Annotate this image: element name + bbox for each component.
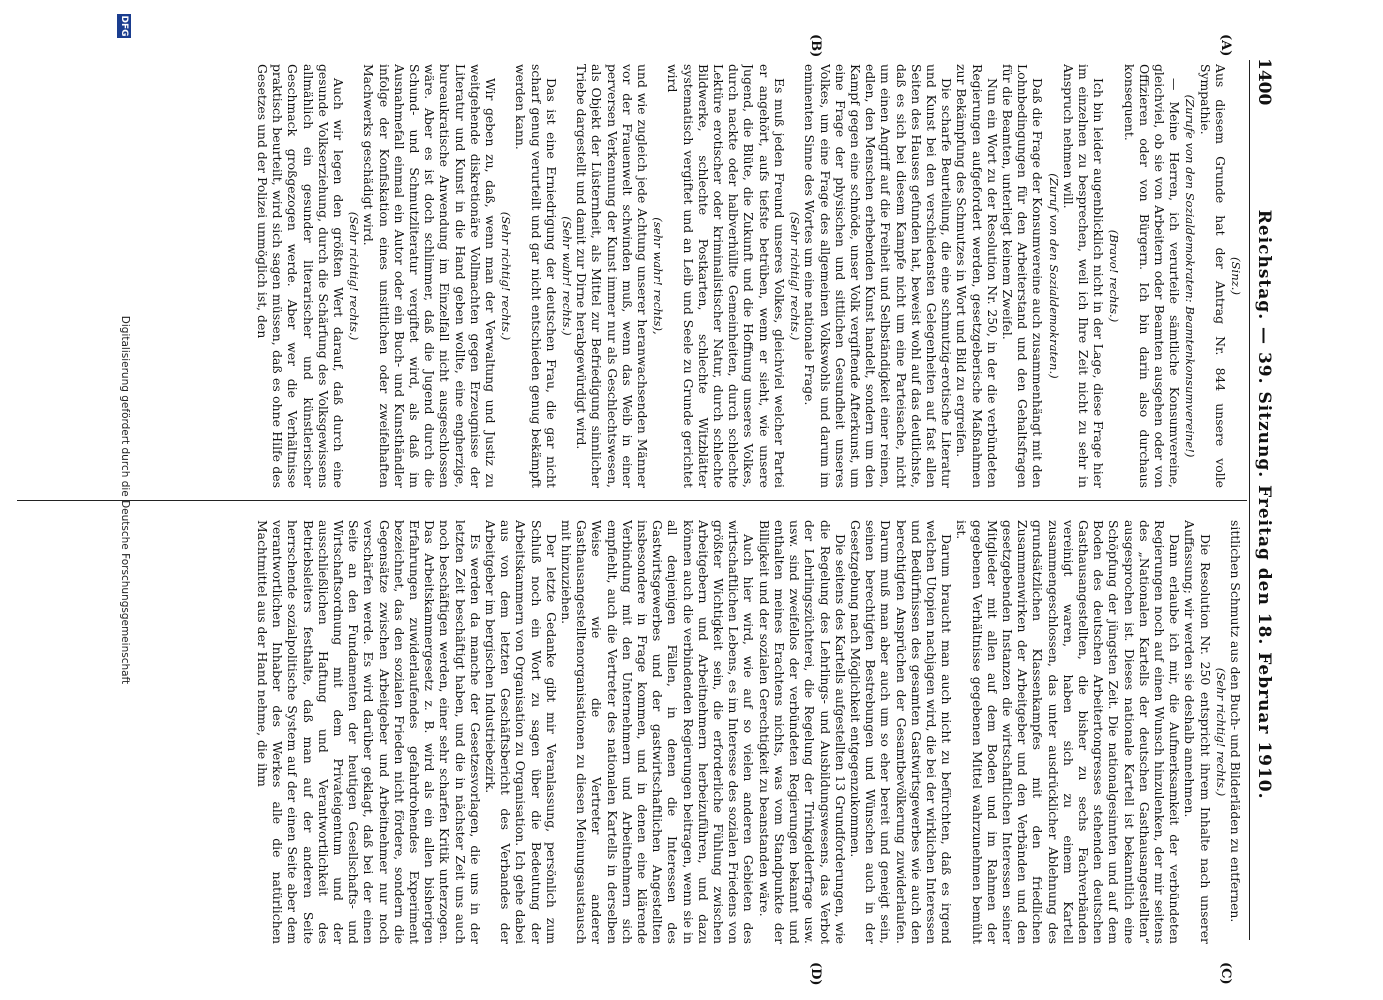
page-title: Reichstag. — 39. Sitzung. Freitag den 18. Februar 1910. — [1254, 209, 1274, 800]
interjection: (sehr wahr! rechts), — [651, 217, 666, 335]
footer-credit: Digitalisierung gefördert durch die Deutsche Forschungsgemeinschaft — [119, 315, 131, 685]
paragraph: Wir geben zu, daß, wenn man der Verwaltung und Justiz zu weitgehende diskretionäre Vollmachten gegen Erzeugnisse der Literatur und Kunst in die Hand geben wollte, eine engherzige, bureaukratische Anwendung im Einzelfall nicht ausgeschlossen wäre. Aber es ist doch schlimmer, daß die Jugend durch die Schund- und Schmutzliteratur vergiftet wird, als daß im Ausnahmefall einmal ein Autor oder ein Buch- und Kunsthändler infolge der Konfiskation eines unsittlichen oder zweifelhaften Machwerks geschädigt wird. — [361, 64, 499, 488]
paragraph: Es muß jeden Freund unseres Volkes, gleichviel welcher Partei er angehört, aufs tiefste betrüben, wenn er sieht, wie unsere Jugend, die Blüte, die Zukunft und die Hoffnung unseres Volkes, durch nackte oder halbverhüllte Gemeinheiten, durch schlechte Lektüre erotischer oder kriminalistischer Natur, durch schlechte Bildwerke, schlechte Postkarten, schlechte Witzblätter systematisch vergiftet und an Leib und Seele zu Grunde gerichtet wird — [665, 64, 787, 488]
interjection: (Sehr richtig! rechts.) — [1213, 667, 1228, 797]
header-rule — [1249, 60, 1250, 940]
margin-marker-b: (B) — [808, 34, 823, 58]
paragraph: Das ist eine Erniedrigung der deutschen Frau, die gar nicht scharf genug verurteilt und gar nicht entschieden genug bekämpft werden kann. — [513, 64, 559, 488]
paragraph: — Meine Herren, ich verurteile sämtliche Konsumvereine, gleichviel, ob sie von Arbeitern oder Beamten ausgehen oder von Offizieren oder von Bürgern. Ich bin darin also durchaus konsequent. — [1121, 64, 1183, 488]
paragraph: Auch hier wird, wie auf so vielen anderen Gebieten des wirtschaftlichen Lebens, es im Interesse des sozialen Friedens von größter Wichtigkeit sein, die erforderliche Fühlung zwischen Arbeitgebern und Arbeitnehmern herbeizuführen, und dazu können auch die verbindenden Regierungen beitragen, wenn sie in all denjenigen Fällen, in denen die Interessen des Gastwirtsgewerbes und der gastwirtschaftlichen Angestellten insbesondere in Frage kommen, und in denen eine klärende Verbindung mit den Unternehmern und Arbeitnehmern sich empfiehlt, auch die Vertreter des nationalen Kartells in derselben Weise wie die Vertreter anderer Gasthausangestelltenorganisationen zu diesen Meinungsaustausch mit hinzuziehen. — [559, 520, 757, 944]
interjection: (Bravo! rechts.) — [1107, 229, 1122, 323]
paragraph: Die seitens des Kartells aufgestellten 13 Grundforderungen, wie die Regelung des Lehrlings- und Ausbildungswesens, das Verbot der Lehrlingszüchterei, die Regelung der Trinkgelderfrage usw. usw. sind zweifellos der verbündeten Regierungen bekannt und enthalten meines Erachtens nichts, was vom Standpunkte der Billigkeit und der sozialen Gerechtigkeit zu beanstanden wäre. — [756, 520, 848, 944]
paragraph: Ich bin leider augenblicklich nicht in der Lage, diese Frage hier im einzelnen zu besprechen, weil ich Ihre Zeit nicht zu sehr in Anspruch nehmen will. — [1060, 64, 1107, 488]
column-divider — [17, 500, 1247, 501]
interjection: (Sehr richtig! rechts.) — [347, 211, 362, 341]
margin-marker-c: (C) — [1218, 962, 1233, 985]
interjection: (Zuruf von den Sozialdemokraten.) — [1046, 173, 1061, 379]
margin-marker-a: (A) — [1218, 34, 1233, 57]
interjection: (Sehr wahr! rechts.) — [560, 216, 575, 336]
paragraph: Auch wir legen den größten Wert darauf, daß durch eine gesunde Volkserziehung, durch die Schärfung des Volksgewissens allmählich ein gesunder literarischer und künstlerischer Geschmack großgezogen werde. Aber wer die Verhältnisse praktisch beurteilt, wird sich sagen müssen, daß es ohne Hilfe des Gesetzes und der Polizei unmöglich ist, den — [255, 64, 347, 488]
paragraph: Dann erlaube ich mir, die Aufmerksamkeit der verbündeten Regierungen noch auf einen Wunsch hinzulenken, der mir seitens des „Nationalen Kartells der deutschen Gasthausangestellten“ ausgesprochen ist. Dieses nationale Kartell ist bekanntlich eine Schöpfung der jüngsten Zeit. Die nationalgesinnten und auf dem Boden des deutschen Arbeitertongresses stehenden deutschen Gasthausangestellten, die bisher zu sechs Fachverbänden vereinigt waren, haben sich zu einem Kartell zusammengeschlossen, das unter ausdrücklicher Ablehnung des grundsätzlichen Klassenkampfes mit den friedlichen Zusammenwirken der Arbeitgeber und den Verbänden und den gesetzgebenden Instanzen die wirtschaftlichen Interessen seiner Mitglieder mit allen auf dem Boden und im Rahmen der gegebenen Verhältnisse gegebenen Mittel wahrzunehmen bemüht ist. — [954, 520, 1183, 944]
paragraph: sittlichen Schmutz aus den Buch- und Bilderläden zu entfernen. — [1228, 520, 1243, 923]
paragraph: Der letzte Gedanke gibt mir Veranlassung, persönlich zum Schluß noch ein Wort zu sagen über die Bedeutung der Arbeitskammern von Organisation zu Organisation. Ich gehe dabei aus von dem letzten Geschäftsbericht des Verbandes der Arbeitgeber im bergischen Industriebezirk. — [483, 520, 559, 944]
paragraph: und wie zugleich jede Achtung unserer heranwachsenden Männer vor der Frauenwelt schwinden muß, wenn das Weib in einer perversen Verkennung der Kunst immer nur als Geschlechtswesen, als Objekt der Lüsternheit, als Mittel zur Befriedigung sinnlicher Triebe dargestellt und damit zur Dirne herabgewürdigt wird. — [574, 64, 651, 488]
paragraph: Die scharfe Beurteilung, die eine schmutzig-erotische Literatur und Kunst bei den verschiedensten Gelegenheiten auf fast allen Seiten des Hauses gefunden hat, beweist wohl auf das deutlichste, daß es sich bei diesem Kampfe nicht um eine Parteisache, nicht um einen Angriff auf die Freiheit und Selbständigkeit einer reinen, edlen, den Menschen erhebenden Kunst handelt, sondern um den Kampf gegen eine schnöde, unser Volk vergiftende Afterkunst, um eine Frage der physischen und sittlichen Gesundheit unseres Volkes, um eine Frage des allgemeinen Volkswohls und darum im eminenten Sinne des Wortes um eine nationale Frage. — [802, 64, 955, 488]
dfg-logo: DFG — [119, 15, 129, 37]
paragraph: Die Resolution Nr. 250 entspricht ihrem Inhalte nach unserer Auffassung; wir werden sie deshalb annehmen. — [1182, 520, 1213, 944]
margin-marker-d: (D) — [808, 962, 823, 986]
paragraph: Nun ein Wort zu der Resolution Nr. 250, in der die verbündeten Regierungen aufgefordert werden, gesetzgeberische Maßnahmen zur Bekämpfung des Schmutzes in Wort und Bild zu ergreifen. — [954, 64, 1000, 488]
interjection: (Sehr richtig! rechts.) — [499, 211, 514, 341]
interjection: (Zurufe von den Sozialdemokraten: Beamtenkonsumvereine!) — [1183, 94, 1198, 458]
left-column — [13, 64, 1243, 488]
paragraph: Daß die Frage der Konsumvereine auch zusammenhängt mit den Lohnbedingungen für den Arbeiterstand und den Gehaltsfragen für die Beamten, unterliegt keinem Zweifel. — [999, 64, 1046, 488]
paragraph: Darum braucht man auch nicht zu befürchten, daß es irgend welchen Utopien nachjagen wird, die bei der wirklichen Interessen und Bedürfnissen des gesamten Gastwirtsgewerbes wie auch den berechtigten Ansprüchen der Gesamtbevölkerung zuwiderlaufen. Darum muß man aber auch um so eher bereit und geneigt sein, seinen berechtigten Bestrebungen und Wünschen auch in der Gesetzgebung nach Möglichkeit entgegenzukommen. — [847, 520, 955, 944]
interjection: (Sehr richtig! rechts.) — [788, 211, 803, 341]
interjection: (Sinz.) — [1229, 257, 1243, 295]
page-number: 1400 — [1254, 58, 1274, 106]
paragraph: Aus diesem Grunde hat der Antrag Nr. 844 unsere volle Sympathie. — [1197, 64, 1228, 488]
paragraph: Es werden da manche der Gesetzesvorlagen, die uns in der letzten Zeit beschäftigt haben, und die in nächster Zeit uns auch noch beschäftigen werden, einer sehr scharfen Kritik unterzogen. Das Arbeitskammergesetz z. B. wird als ein allen bisherigen Erfahrungen zuwiderlaufendes gefahrdrohendes Experiment bezeichnet, das den sozialen Frieden nicht fördere, sondern die Gegensätze zwischen Arbeitgeber und Arbeitnehmer nur noch verschärfen werde. Es wird darüber geklagt, daß bei der einen Seite an den Fundamenten der heutigen Gesellschafts- und Wirtschaftsordnung mit dem Privateigentum und der ausschließlichen Haftung und Verantwortlichkeit des Betriebsleiters festhalte, daß man auf der anderen Seite herrschende sozialpolitische System auf der einen Seite aber dem verantwortlichen Inhaber des Werkes alle die natürlichen Machtmittel aus der Hand nehme, die ihm — [255, 520, 483, 944]
right-column — [13, 520, 1243, 944]
page-header — [1253, 58, 1275, 938]
